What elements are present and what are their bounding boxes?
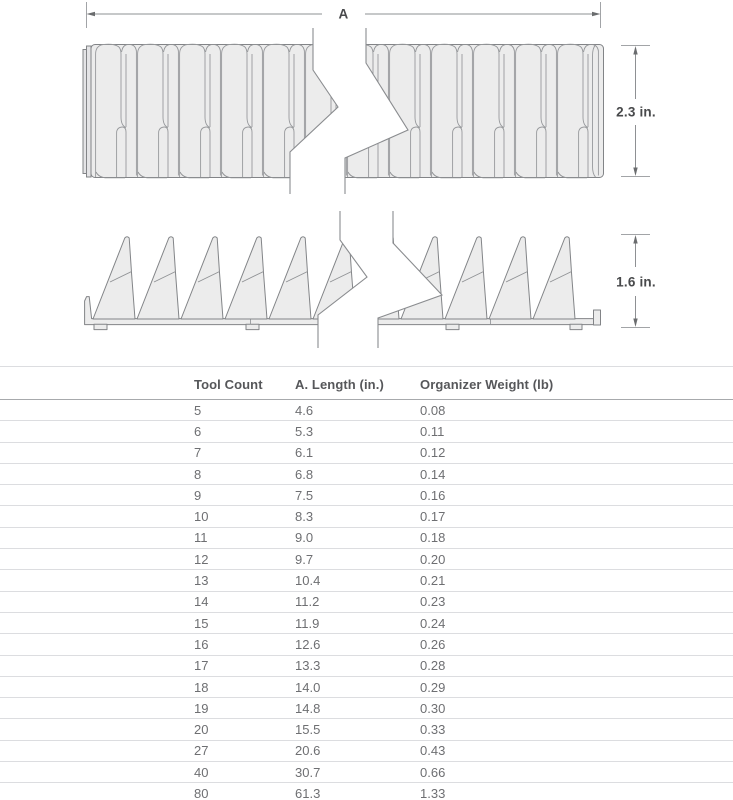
- table-cell: 0.08: [420, 400, 733, 421]
- table-cell: 20: [0, 719, 295, 740]
- table-cell: 6.1: [295, 443, 420, 464]
- table-cell: 5: [0, 400, 295, 421]
- table-cell: 14.8: [295, 698, 420, 719]
- table-cell: 13.3: [295, 656, 420, 677]
- table-row: [0, 549, 733, 570]
- table-cell: 5.3: [295, 421, 420, 442]
- table-cell: 6.8: [295, 464, 420, 485]
- table-cell: 0.18: [420, 528, 733, 549]
- table-cell: 18: [0, 677, 295, 698]
- table-cell: 9.7: [295, 549, 420, 570]
- dimension-length-a: [87, 2, 601, 28]
- table-cell: 1.33: [420, 783, 733, 800]
- dimension-a-label: A: [338, 6, 349, 22]
- table-cell: 15.5: [295, 719, 420, 740]
- dimension-profile-height-label: 1.6 in.: [616, 274, 656, 290]
- table-cell: 0.24: [420, 613, 733, 634]
- dimension-side-height: [616, 46, 656, 177]
- table-cell: 0.43: [420, 741, 733, 762]
- table-cell: 16: [0, 634, 295, 655]
- table-row: [0, 762, 733, 783]
- table-row: [0, 485, 733, 506]
- table-cell: 10: [0, 506, 295, 527]
- table-cell: 0.26: [420, 634, 733, 655]
- table-cell: 12.6: [295, 634, 420, 655]
- table-row: [0, 506, 733, 527]
- table-cell: 14: [0, 592, 295, 613]
- table-cell: 19: [0, 698, 295, 719]
- table-row: [0, 400, 733, 421]
- organizer-profile-view: [85, 211, 601, 348]
- table-cell: 0.28: [420, 656, 733, 677]
- table-cell: 0.17: [420, 506, 733, 527]
- table-cell: 0.20: [420, 549, 733, 570]
- dimension-profile-height: [616, 235, 656, 328]
- table-cell: 30.7: [295, 762, 420, 783]
- table-row: [0, 677, 733, 698]
- table-cell: 9.0: [295, 528, 420, 549]
- table-cell: 13: [0, 570, 295, 591]
- table-cell: 12: [0, 549, 295, 570]
- table-cell: 0.16: [420, 485, 733, 506]
- table-cell: 7.5: [295, 485, 420, 506]
- table-cell: 0.21: [420, 570, 733, 591]
- table-cell: 0.30: [420, 698, 733, 719]
- table-cell: 8.3: [295, 506, 420, 527]
- organizer-side-view: [83, 28, 604, 194]
- table-cell: 4.6: [295, 400, 420, 421]
- table-row: [0, 741, 733, 762]
- table-cell: 6: [0, 421, 295, 442]
- table-cell: 0.12: [420, 443, 733, 464]
- table-row: [0, 613, 733, 634]
- table-cell: 9: [0, 485, 295, 506]
- spec-table-body: [0, 400, 733, 800]
- col-header-length: A. Length (in.): [295, 366, 420, 400]
- table-row: [0, 698, 733, 719]
- table-cell: 0.14: [420, 464, 733, 485]
- table-row: [0, 421, 733, 442]
- table-cell: 15: [0, 613, 295, 634]
- table-cell: 10.4: [295, 570, 420, 591]
- table-row: [0, 656, 733, 677]
- table-cell: 17: [0, 656, 295, 677]
- table-cell: 40: [0, 762, 295, 783]
- table-row: [0, 443, 733, 464]
- dimension-side-height-label: 2.3 in.: [616, 104, 656, 120]
- table-cell: 0.33: [420, 719, 733, 740]
- table-cell: 0.66: [420, 762, 733, 783]
- table-row: [0, 719, 733, 740]
- table-cell: 8: [0, 464, 295, 485]
- table-row: [0, 592, 733, 613]
- table-row: [0, 783, 733, 800]
- table-cell: 27: [0, 741, 295, 762]
- table-cell: 11: [0, 528, 295, 549]
- table-cell: 7: [0, 443, 295, 464]
- table-cell: 11.9: [295, 613, 420, 634]
- table-cell: 0.29: [420, 677, 733, 698]
- table-row: [0, 528, 733, 549]
- table-header-row: [0, 366, 733, 400]
- table-row: [0, 634, 733, 655]
- table-cell: 14.0: [295, 677, 420, 698]
- table-cell: 80: [0, 783, 295, 800]
- table-cell: 11.2: [295, 592, 420, 613]
- table-cell: 61.3: [295, 783, 420, 800]
- spec-table: [0, 366, 733, 800]
- col-header-weight: Organizer Weight (lb): [420, 366, 733, 400]
- table-row: [0, 464, 733, 485]
- technical-drawing: [0, 0, 733, 361]
- table-cell: 20.6: [295, 741, 420, 762]
- table-cell: 0.11: [420, 421, 733, 442]
- table-row: [0, 570, 733, 591]
- col-header-tool-count: Tool Count: [0, 366, 295, 400]
- table-cell: 0.23: [420, 592, 733, 613]
